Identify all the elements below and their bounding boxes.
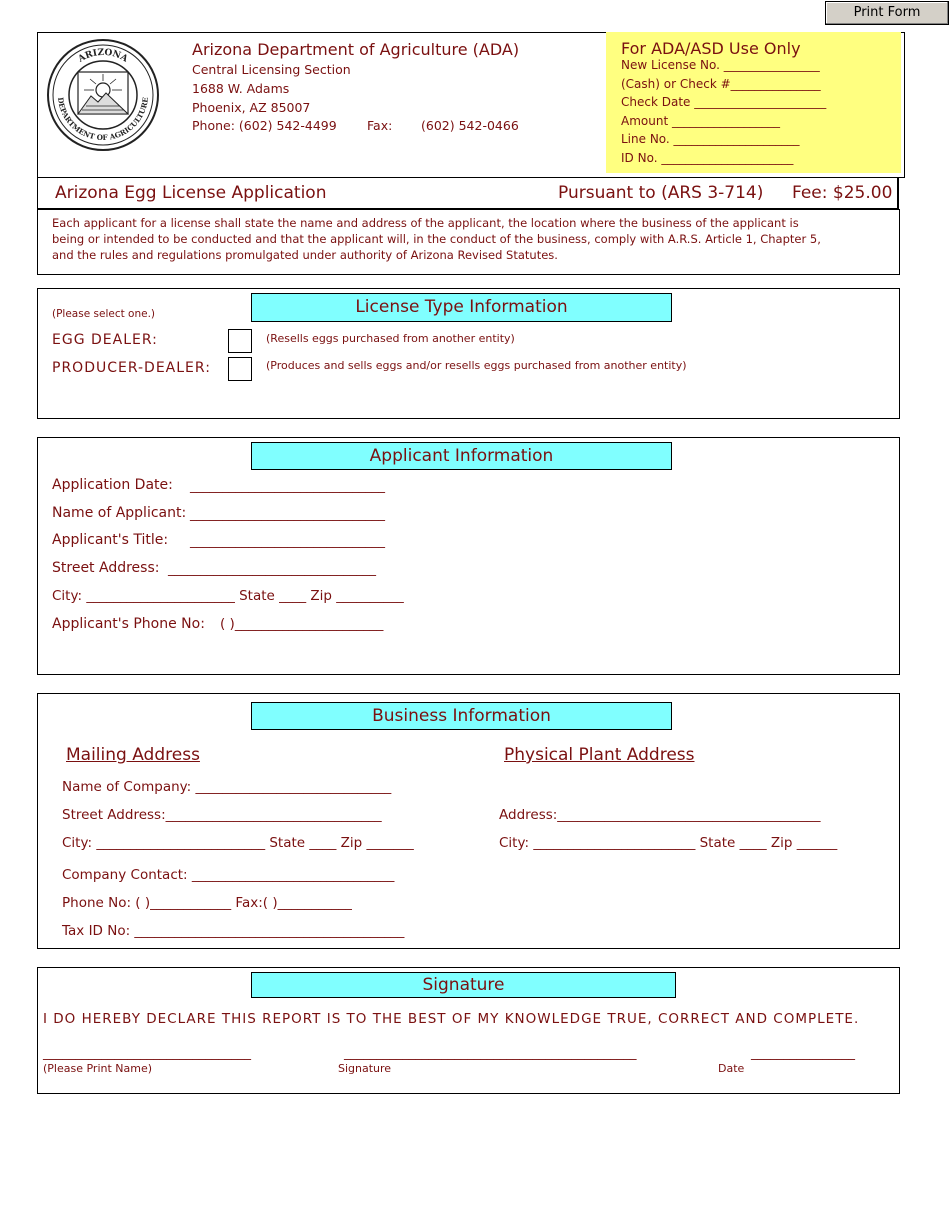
street-address-label: Street Address: xyxy=(52,560,160,576)
form-title: Arizona Egg License Application xyxy=(55,183,327,203)
check-number-field: (Cash) or Check #_______________ xyxy=(621,77,821,91)
business-street-field[interactable]: Street Address:________________________________ xyxy=(62,807,382,823)
physical-address-field[interactable]: Address:_______________________________________ xyxy=(499,807,821,823)
producer-dealer-description: (Produces and sells eggs and/or resells eggs purchased from another entity) xyxy=(266,359,687,372)
print-name-line[interactable]: ________________________________ xyxy=(43,1046,251,1061)
business-title: Business Information xyxy=(251,702,672,730)
pursuant-text: Pursuant to (ARS 3-714) xyxy=(558,183,764,203)
office-use-title: For ADA/ASD Use Only xyxy=(621,39,801,58)
tax-id-field[interactable]: Tax ID No: ________________________________________ xyxy=(62,923,405,939)
id-number-field: ID No. ______________________ xyxy=(621,151,794,165)
mailing-address-title: Mailing Address xyxy=(66,745,200,765)
company-name-field[interactable]: Name of Company: _____________________________ xyxy=(62,779,392,795)
phone-field[interactable]: ( )______________________ xyxy=(220,616,384,632)
city-address: Phoenix, AZ 85007 xyxy=(192,100,311,115)
intro-line-3: and the rules and regulations promulgated under authority of Arizona Revised Statutes. xyxy=(52,248,558,262)
applicant-name-label: Name of Applicant: xyxy=(52,505,187,521)
agency-name: Arizona Department of Agriculture (ADA) xyxy=(192,40,520,59)
date-label: Date xyxy=(718,1062,745,1075)
application-date-field[interactable]: ______________________________ xyxy=(190,479,385,494)
print-name-label: (Please Print Name) xyxy=(43,1062,153,1075)
city-state-zip-row[interactable]: City: ______________________ State ____ Zip __________ xyxy=(52,588,404,604)
street-address-field[interactable]: ________________________________ xyxy=(168,562,376,577)
egg-dealer-label: EGG DEALER: xyxy=(52,332,158,348)
line-number-field: Line No. _____________________ xyxy=(621,132,800,146)
physical-address-title: Physical Plant Address xyxy=(504,745,695,765)
street-address: 1688 W. Adams xyxy=(192,81,290,96)
phone-number: Phone: (602) 542-4499 xyxy=(192,118,337,133)
arizona-seal xyxy=(46,38,160,152)
check-date-field: Check Date ______________________ xyxy=(621,95,827,109)
application-date-label: Application Date: xyxy=(52,477,173,493)
applicant-title-label: Applicant's Title: xyxy=(52,532,169,548)
intro-line-1: Each applicant for a license shall state the name and address of the applicant, the location where the business of the applicant is xyxy=(52,216,799,230)
business-city-field[interactable]: City: _________________________ State ____ Zip _______ xyxy=(62,835,414,851)
print-form-button[interactable]: Print Form xyxy=(825,1,949,25)
seal-bottom-text: DEPARTMENT OF AGRICULTURE xyxy=(55,96,150,143)
producer-dealer-label: PRODUCER-DEALER: xyxy=(52,360,211,376)
signature-line[interactable]: _____________________________________________ xyxy=(344,1046,637,1061)
egg-dealer-checkbox[interactable] xyxy=(228,329,252,353)
company-contact-field[interactable]: Company Contact: ______________________________ xyxy=(62,867,395,883)
signature-label: Signature xyxy=(338,1062,392,1075)
date-line[interactable]: ________________ xyxy=(751,1046,855,1061)
declaration-text: I DO HEREBY DECLARE THIS REPORT IS TO THE BEST OF MY KNOWLEDGE TRUE, CORRECT AND COMPLETE. xyxy=(43,1011,860,1027)
applicant-title: Applicant Information xyxy=(251,442,672,470)
physical-city-field[interactable]: City: ________________________ State ____ Zip ______ xyxy=(499,835,838,851)
signature-title: Signature xyxy=(251,972,676,998)
fee-text: Fee: $25.00 xyxy=(792,183,893,203)
intro-line-2: being or intended to be conducted and that the applicant will, in the conduct of the business, comply with A.R.S. Article 1, Chapter 5, xyxy=(52,232,821,246)
fax-label: Fax: xyxy=(367,118,393,133)
phone-label: Applicant's Phone No: xyxy=(52,616,205,632)
select-one-note: (Please select one.) xyxy=(52,308,156,320)
producer-dealer-checkbox[interactable] xyxy=(228,357,252,381)
license-type-title: License Type Information xyxy=(251,293,672,322)
seal-top-text: ARIZONA xyxy=(76,47,130,65)
licensing-section: Central Licensing Section xyxy=(192,62,351,77)
egg-dealer-description: (Resells eggs purchased from another entity) xyxy=(266,332,515,345)
new-license-field: New License No. ________________ xyxy=(621,58,820,72)
applicant-title-field[interactable]: ______________________________ xyxy=(190,534,385,549)
applicant-section xyxy=(37,437,900,675)
phone-fax-field[interactable]: Phone No: ( )____________ Fax:( )___________ xyxy=(62,895,352,911)
fax-number: (602) 542-0466 xyxy=(421,118,519,133)
amount-field: Amount __________________ xyxy=(621,114,780,128)
applicant-name-field[interactable]: ______________________________ xyxy=(190,507,385,522)
